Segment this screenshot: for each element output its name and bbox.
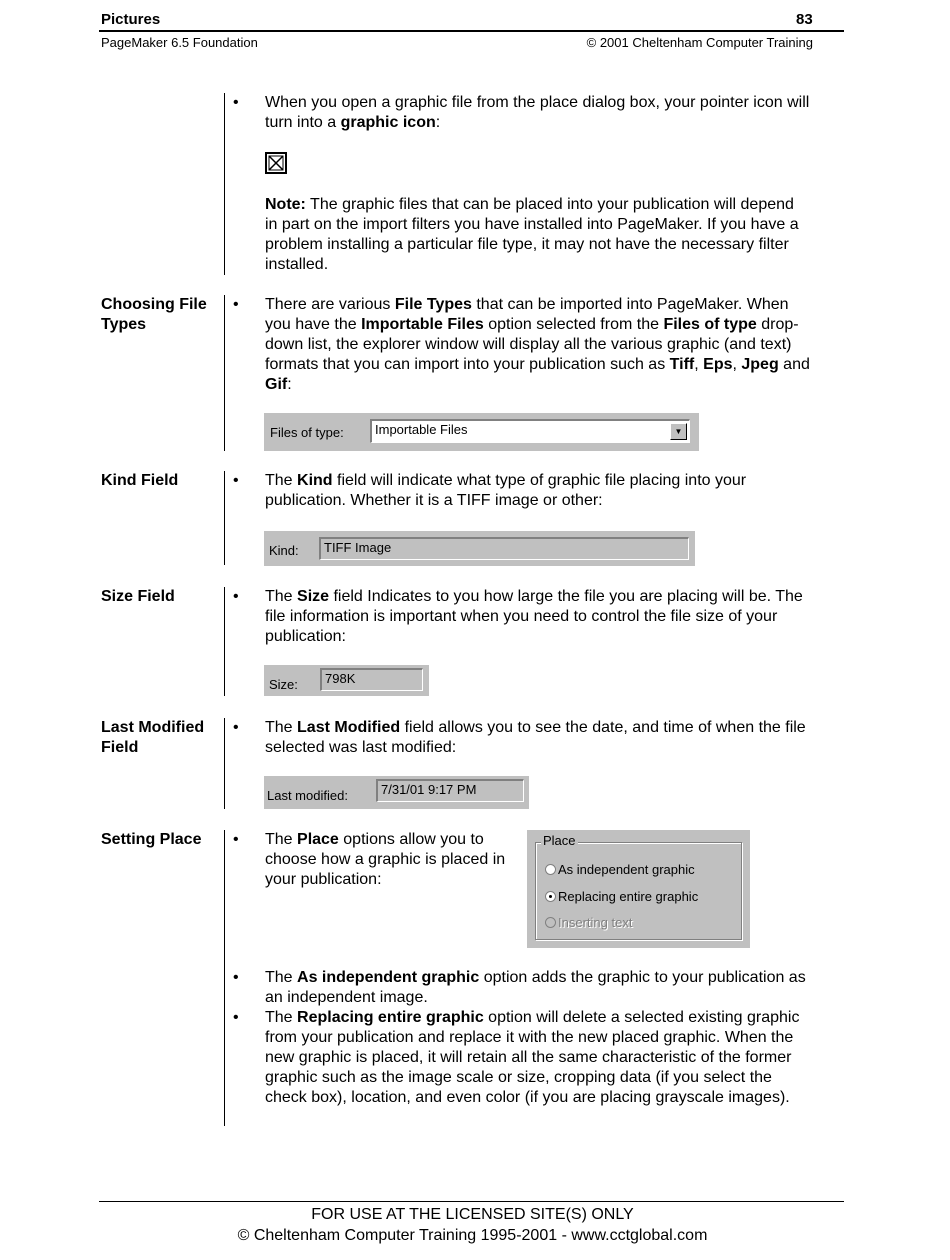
radio-disabled-icon: [545, 917, 556, 928]
bullet: •: [233, 94, 239, 111]
last-modified-label: Last modified:: [267, 788, 348, 803]
size-field: [320, 668, 423, 691]
files-of-type-value: Importable Files: [375, 422, 468, 437]
kind-label: Kind:: [269, 543, 299, 558]
side-heading: Choosing File Types: [101, 296, 207, 333]
header-subtitle: PageMaker 6.5 Foundation: [101, 35, 258, 50]
kind-field: [319, 537, 689, 560]
side-heading: Size Field: [101, 588, 175, 605]
setting-place-text: The Place options allow you to choose how a graphic is placed in your publication:: [265, 831, 506, 888]
page-number: 83: [796, 11, 813, 28]
side-heading: Last Modified Field: [101, 719, 205, 756]
radio-selected-icon[interactable]: [545, 891, 556, 902]
intro-text: When you open a graphic file from the place dialog box, your pointer icon will turn into a graphic icon:: [265, 94, 810, 131]
side-heading: Setting Place: [101, 831, 202, 848]
header-title: Pictures: [101, 11, 161, 28]
place-options-panel: [527, 830, 750, 948]
section-divider: [224, 93, 225, 275]
footer-rule: [99, 1201, 844, 1202]
option-independent-graphic[interactable]: [545, 862, 695, 878]
bullet: •: [233, 831, 239, 848]
header-rule: [99, 30, 844, 32]
radio-icon[interactable]: [545, 864, 556, 875]
choosing-file-types-text: There are various File Types that can be imported into PageMaker. When you have the Importable Files option selected from the Files of type drop-down list, the explorer window will display all the various graphic (and text) formats that you can import into your publication such as Tiff, Eps, Jpeg and Gif:: [265, 296, 810, 393]
size-value: 798K: [325, 671, 356, 686]
section-divider: [224, 830, 225, 1126]
side-heading: Kind Field: [101, 472, 179, 489]
last-modified-panel: [264, 776, 529, 809]
section-divider: [224, 718, 225, 809]
footer-license: FOR USE AT THE LICENSED SITE(S) ONLY: [311, 1206, 634, 1223]
header-copyright: © 2001 Cheltenham Computer Training: [586, 35, 813, 50]
kind-value: TIFF Image: [324, 540, 392, 555]
section-divider: [224, 587, 225, 696]
size-field-text: The Size field Indicates to you how large the file you are placing will be. The file information is important when you need to control the file size of your publication:: [265, 588, 803, 645]
independent-graphic-text: The As independent graphic option adds the graphic to your publication as an independent image.: [265, 969, 806, 1006]
option-label: As independent graphic: [558, 862, 695, 877]
bullet: •: [233, 969, 239, 986]
option-replacing-entire-graphic[interactable]: [545, 889, 698, 905]
bullet: •: [233, 719, 239, 736]
last-modified-text: The Last Modified field allows you to see the date, and time of when the file selected was last modified:: [265, 719, 806, 756]
bullet: •: [233, 1009, 239, 1026]
last-modified-field: [376, 779, 524, 802]
intro-note: Note: The graphic files that can be placed into your publication will depend in part on the import filters you have installed into PageMaker. If you have a problem installing a particular file type, it may not have the necessary filter installed.: [265, 196, 799, 273]
files-of-type-label: Files of type:: [270, 425, 344, 440]
replacing-graphic-text: The Replacing entire graphic option will delete a selected existing graphic from your publication and replace it with the new placed graphic. When the new graphic is placed, it will retain all the same characteristic of the former graphic such as the image scale or size, cropping data (if you select the check box), location, and even color (if you are placing grayscale images).: [265, 1009, 800, 1106]
size-label: Size:: [269, 677, 298, 692]
section-divider: [224, 471, 225, 565]
graphic-placement-icon: [265, 152, 287, 174]
place-group-title: Place: [543, 833, 576, 848]
bullet: •: [233, 296, 239, 313]
option-inserting-text: [545, 915, 632, 931]
last-modified-value: 7/31/01 9:17 PM: [381, 782, 477, 797]
bullet: •: [233, 588, 239, 605]
footer-copyright: © Cheltenham Computer Training 1995-2001 - www.cctglobal.com: [237, 1227, 708, 1244]
section-divider: [224, 295, 225, 451]
kind-panel: [264, 531, 695, 566]
option-label: Replacing entire graphic: [558, 889, 699, 904]
files-of-type-select[interactable]: [370, 419, 690, 443]
files-of-type-panel: [264, 413, 699, 451]
size-panel: [264, 665, 429, 696]
bullet: •: [233, 472, 239, 489]
kind-field-text: The Kind field will indicate what type of graphic file placing into your publication. Whether it is a TIFF image or other:: [265, 472, 747, 509]
option-label: Inserting text: [558, 915, 633, 930]
dropdown-arrow-icon[interactable]: ▼: [670, 423, 687, 440]
